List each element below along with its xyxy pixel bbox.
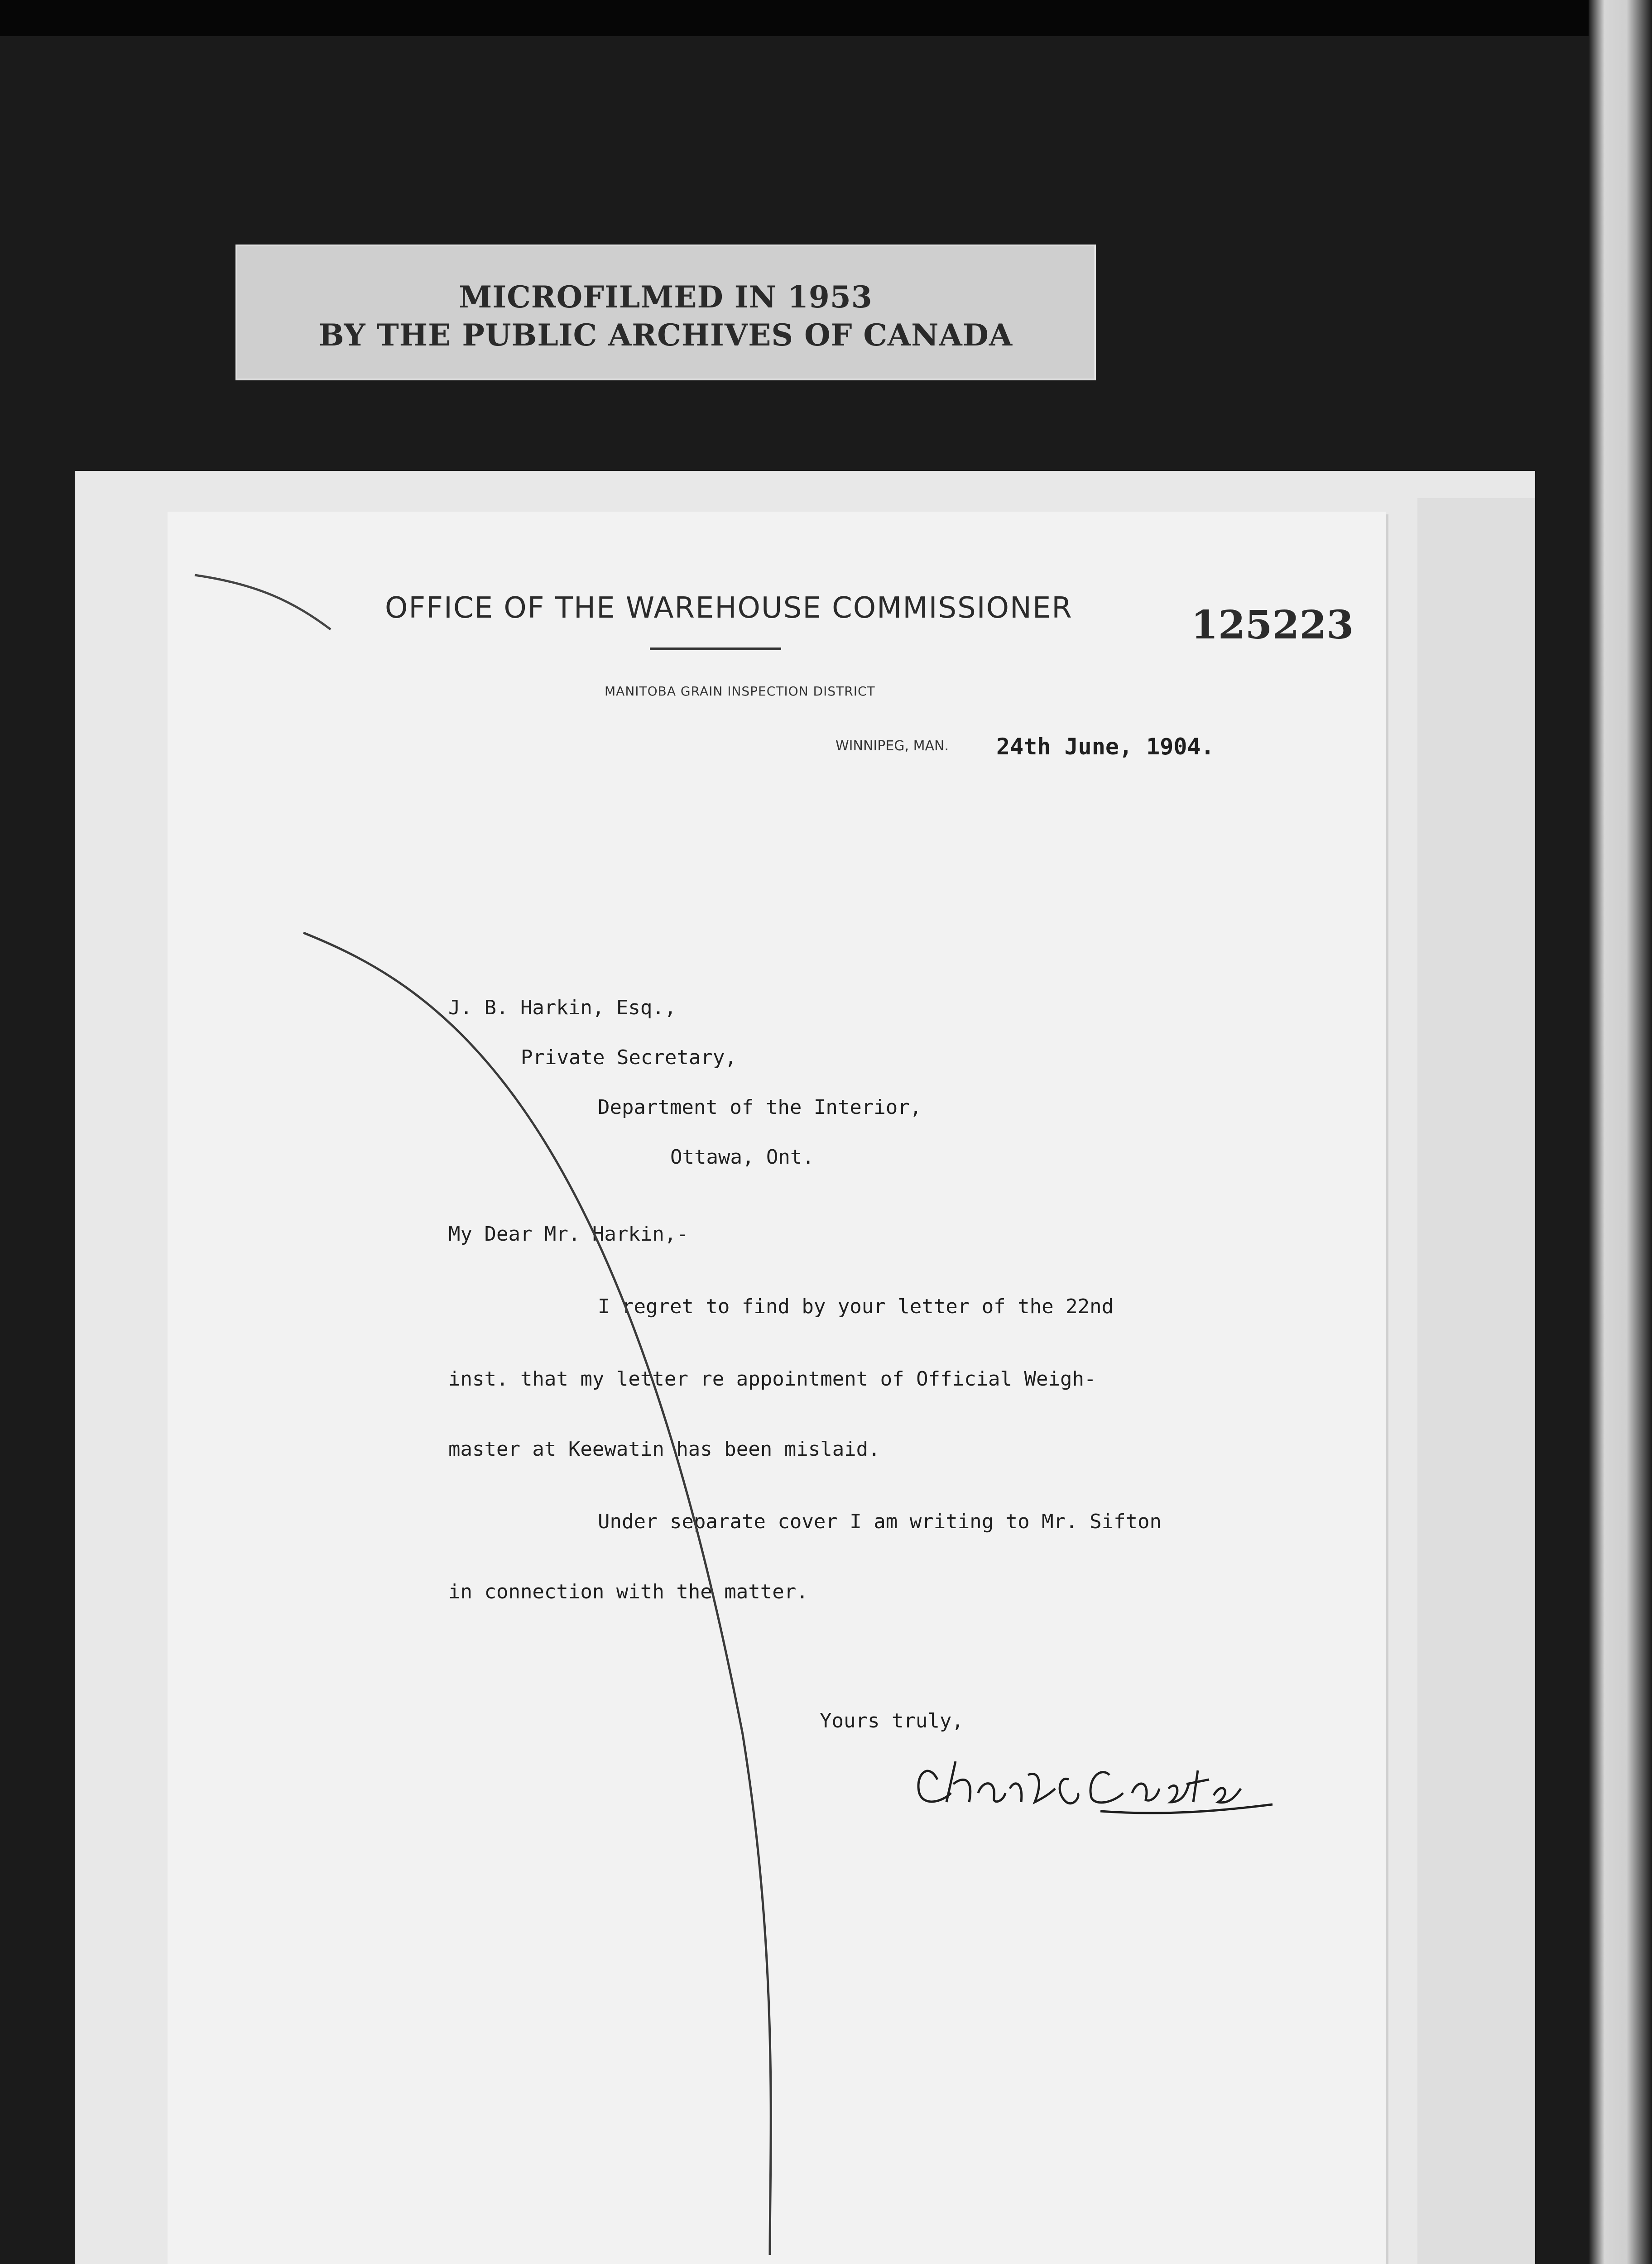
recipient-city: Ottawa, Ont. [670, 1146, 814, 1169]
mount-card-edge [1417, 498, 1535, 2264]
letter-date: 24th June, 1904. [996, 734, 1215, 760]
body-line: inst. that my letter re appointment of Official Weigh- [448, 1367, 1096, 1391]
film-edge-right [1589, 0, 1652, 2264]
body-line: in connection with the matter. [448, 1580, 808, 1603]
archive-stamp [235, 245, 1096, 380]
crease-line [303, 933, 771, 2255]
closing: Yours truly, [820, 1709, 964, 1732]
letterhead-district: MANITOBA GRAIN INSPECTION DISTRICT [605, 684, 875, 699]
stamp-line-2: BY THE PUBLIC ARCHIVES OF CANADA [318, 317, 1013, 353]
letter-marks [168, 512, 1386, 2264]
recipient-title: Private Secretary, [521, 1046, 737, 1069]
corner-mark [195, 575, 331, 629]
letterhead-place: WINNIPEG, MAN. [836, 738, 949, 754]
signature-image [918, 1761, 1273, 1813]
stamp-line-1: MICROFILMED IN 1953 [459, 279, 873, 315]
film-border-top [0, 0, 1652, 36]
letter-page [168, 512, 1386, 2264]
salutation: My Dear Mr. Harkin,- [448, 1223, 688, 1246]
recipient-department: Department of the Interior, [598, 1096, 922, 1119]
body-line: Under separate cover I am writing to Mr. Sifton [598, 1510, 1162, 1533]
body-line: master at Keewatin has been mislaid. [448, 1438, 880, 1461]
recipient-name: J. B. Harkin, Esq., [448, 996, 677, 1019]
letterhead-office: OFFICE OF THE WAREHOUSE COMMISSIONER [385, 591, 1073, 625]
file-number: 125223 [1191, 602, 1354, 648]
body-line: I regret to find by your letter of the 22nd [598, 1295, 1114, 1318]
